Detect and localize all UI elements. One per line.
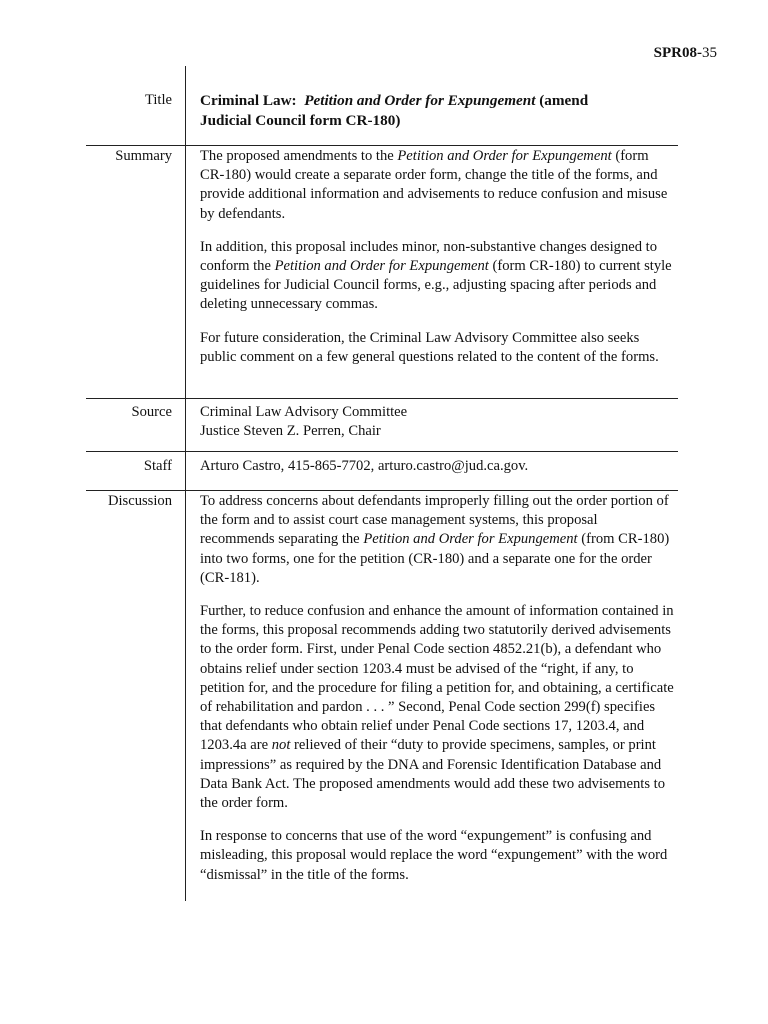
summary-paragraph-3: For future consideration, the Criminal Law Advisory Committee also seeks public comment on a few general questions related to the content of the forms. (200, 329, 659, 365)
divider-after-title (86, 145, 678, 146)
summary-content (200, 147, 674, 367)
title-italic: Petition and Order for Expungement (304, 92, 536, 109)
page-number: 35 (702, 45, 717, 61)
source-line-1: Criminal Law Advisory Committee (200, 404, 408, 420)
discussion-paragraph-2: Further, to reduce confusion and enhance the amount of information contained in the forms, this proposal recommends adding two statutorily derived advisements to the order form. First, under Penal Code section 4852.21(b), a defendant who obtains relief under section 1203.4 must be advised of the “right, if any, to petition for, and the procedure for filing a petition for, and obtaining, a certificate of rehabilitation and pardon . . . ” Second, Penal Code section 299(f) specifies that defendants who obtain relief under Penal Code sections 17, 1203.4, and 1203.4a are not relieved of their “duty to provide specimens, samples, or print impressions” as required by the DNA and Forensic Identification Database and Data Bank Act. The proposed amendments would add these two advisements to the order form. (200, 603, 674, 812)
source-content (200, 403, 674, 441)
staff-content: Arturo Castro, 415-865-7702, arturo.castro@jud.ca.gov. (200, 458, 529, 474)
title-prefix: Criminal Law: (200, 92, 297, 109)
document-code: SPR08- (653, 45, 702, 61)
title-line2: Judicial Council form CR-180) (200, 112, 401, 129)
staff-label: Staff (143, 458, 172, 474)
summary-paragraph-1: The proposed amendments to the Petition and Order for Expungement (form CR-180) would create a separate order form, change the title of the forms, and provide additional information and advisements to reduce confusion and misuse by defendants. (200, 148, 668, 222)
title-suffix: (amend (539, 92, 589, 109)
source-line-2: Justice Steven Z. Perren, Chair (200, 423, 381, 440)
page-identifier (654, 43, 717, 63)
title-label: Title (144, 92, 172, 108)
discussion-paragraph-1: To address concerns about defendants improperly filling out the order portion of the form and to assist court case management systems, this proposal recommends separating the Petition and Order for Expungement (from CR-180) into two forms, one for the petition (CR-180) and a separate one for the order (CR-181). (200, 493, 670, 586)
title-content (200, 91, 674, 131)
discussion-content (200, 492, 674, 885)
summary-label: Summary (115, 148, 172, 164)
summary-paragraph-2: In addition, this proposal includes minor, non-substantive changes designed to conform the Petition and Order for Expungement (form CR-180) to current style guidelines for Judicial Council forms, e.g., adjusting spacing after periods and deleting unnecessary commas. (200, 238, 672, 313)
column-divider (185, 66, 186, 901)
discussion-label: Discussion (107, 493, 172, 509)
source-label: Source (131, 404, 172, 420)
divider-after-staff (86, 490, 678, 491)
divider-after-summary (86, 398, 678, 399)
divider-after-source (86, 451, 678, 452)
discussion-paragraph-3: In response to concerns that use of the word “expungement” is confusing and misleading, this proposal would replace the word “expungement” with the word “dismissal” in the title of the forms. (200, 828, 668, 883)
